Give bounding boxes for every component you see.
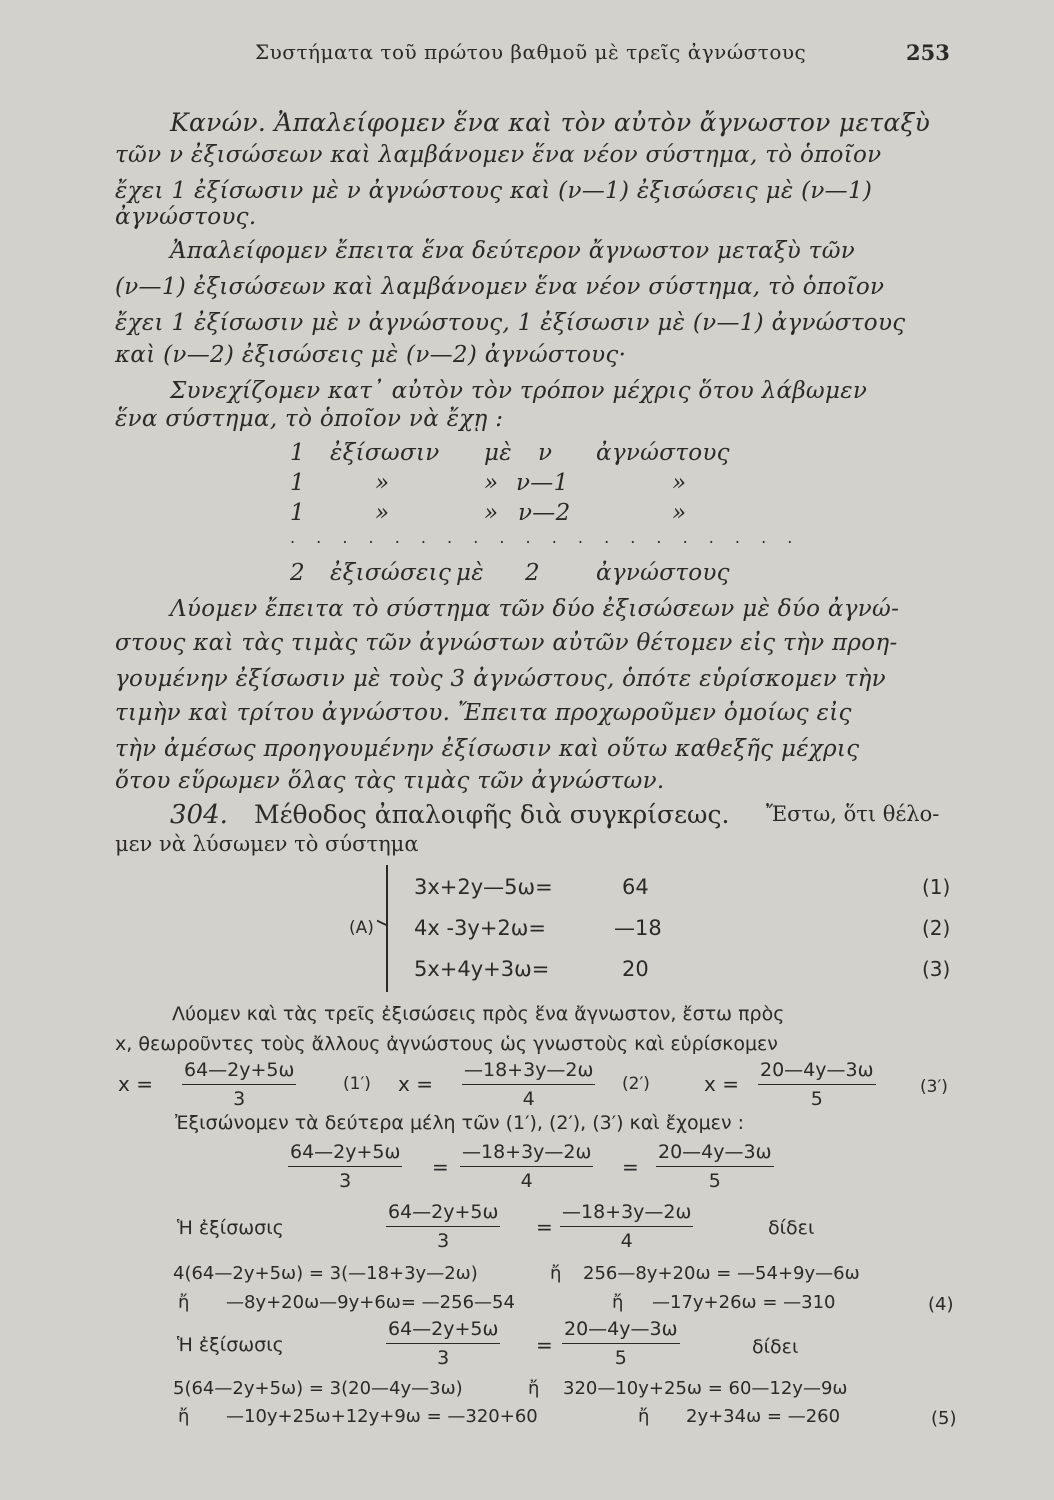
table-cell: ν: [538, 440, 553, 466]
rule-line: Κανών. Ἀπαλείφομεν ἕνα καὶ τὸν αὐτὸν ἄγνωστον μεταξὺ: [170, 108, 931, 137]
rule-line: ἀγνώστους.: [115, 204, 257, 230]
x-equals: x =: [398, 1072, 433, 1096]
rule-line: ἔχει 1 ἐξίσωσιν μὲ ν ἀγνώστους καὶ (ν—1) ἐξισώσεις μὲ (ν—1): [115, 178, 873, 204]
equation-number: (3): [922, 957, 951, 981]
equation-tag: (5): [931, 1408, 957, 1429]
table-cell: ἐξισώσεις: [330, 560, 452, 586]
equation-number: (2): [922, 916, 951, 940]
fraction-denominator: 3: [437, 1347, 450, 1369]
table-cell: μὲ: [484, 440, 512, 466]
fraction-numerator: —18+3y—2ω: [460, 1143, 593, 1167]
fraction-2: [460, 1143, 593, 1191]
fraction-2: [462, 1061, 595, 1109]
fraction-denominator: 4: [520, 1170, 533, 1192]
table-cell: »: [375, 470, 390, 496]
equals-sign: =: [536, 1333, 553, 1357]
solving-line: x, θεωροῦντες τοὺς ἄλλους ἀγνώστους ὡς γνωστοὺς καὶ εὑρίσκομεν: [115, 1033, 778, 1055]
equation-rhs: —18: [614, 916, 662, 940]
equals-sign: =: [432, 1155, 449, 1179]
page-number: 253: [906, 40, 950, 65]
fraction-numerator: 20—4y—3ω: [562, 1320, 680, 1344]
table-cell: ἐξίσωσιν: [330, 440, 440, 466]
fraction-numerator: 20—4y—3ω: [656, 1143, 774, 1167]
fraction-denominator: 3: [233, 1088, 246, 1110]
table-cell: 2: [525, 560, 540, 586]
fraction-denominator: 4: [522, 1088, 535, 1110]
equate-line: Ἐξισώνομεν τὰ δεύτερα μέλη τῶν (1′), (2′), (3′) καὶ ἔχομεν :: [175, 1112, 744, 1134]
or-word: ἤ: [528, 1378, 540, 1399]
fraction-numerator: 20—4y—3ω: [758, 1061, 876, 1085]
or-word: ἤ: [178, 1292, 190, 1313]
table-cell: »: [672, 500, 687, 526]
section-number: 304.: [170, 800, 228, 830]
gives-word: δίδει: [768, 1217, 815, 1239]
fraction-1: [386, 1320, 500, 1368]
fraction-denominator: 5: [614, 1347, 627, 1369]
paragraph-line: στους καὶ τὰς τιμὰς τῶν ἀγνώστων αὐτῶν θέτομεν εἰς τὴν προη-: [115, 630, 898, 656]
table-cell: ν—2: [518, 500, 571, 526]
equals-sign: =: [622, 1155, 639, 1179]
paragraph-line: τὴν ἀμέσως προηγουμένην ἐξίσωσιν καὶ οὕτω καθεξῆς μέχρις: [115, 736, 860, 762]
fraction-denominator: 4: [620, 1230, 633, 1252]
or-word: ἤ: [550, 1263, 562, 1284]
rule-line: ἔχει 1 ἐξίσωσιν μὲ ν ἀγνώστους, 1 ἐξίσωσιν μὲ (ν—1) ἀγνώστους: [115, 310, 906, 336]
equation-lhs: 4x -3y+2ω=: [414, 916, 546, 940]
equation-tag: (1′): [343, 1074, 371, 1094]
fraction-3: [758, 1061, 876, 1109]
table-cell: ἀγνώστους: [596, 440, 730, 466]
table-cell: 1: [290, 470, 305, 496]
fraction-numerator: 64—2y+5ω: [386, 1320, 500, 1344]
equation-rhs: 64: [622, 875, 649, 899]
fraction-denominator: 5: [708, 1170, 721, 1192]
table-cell: μὲ: [456, 560, 484, 586]
section-title: Μέθοδος ἀπαλοιφῆς διὰ συγκρίσεως.: [254, 800, 730, 829]
rule-line: Συνεχίζομεν κατ᾽ αὐτὸν τὸν τρόπον μέχρις ὅτου λάβωμεν: [170, 378, 868, 404]
fraction-numerator: 64—2y+5ω: [288, 1143, 402, 1167]
fraction-denominator: 5: [810, 1088, 823, 1110]
fraction-denominator: 3: [339, 1170, 352, 1192]
table-cell: »: [484, 500, 499, 526]
x-equals: x =: [704, 1072, 739, 1096]
equation-number: (1): [922, 875, 951, 899]
fraction-denominator: 3: [437, 1230, 450, 1252]
equation-tag: (2′): [622, 1074, 650, 1094]
derivation-step: —17y+26ω = —310: [652, 1292, 836, 1313]
rule-line: (ν—1) ἐξισώσεων καὶ λαμβάνομεν ἕνα νέον σύστημα, τὸ ὁποῖον: [115, 274, 885, 300]
equation-tag: (4): [928, 1294, 954, 1315]
equation-word: Ἡ ἐξίσωσις: [177, 1334, 284, 1356]
fraction-1: [386, 1203, 500, 1251]
rule-line: Ἀπαλείφομεν ἔπειτα ἕνα δεύτερον ἄγνωστον μεταξὺ τῶν: [170, 238, 856, 264]
rule-line: ἕνα σύστημα, τὸ ὁποῖον νὰ ἔχῃ :: [115, 406, 504, 432]
equals-sign: =: [536, 1215, 553, 1239]
solving-line: Λύομεν καὶ τὰς τρεῖς ἐξισώσεις πρὸς ἕνα ἄγνωστον, ἔστω πρὸς: [172, 1003, 785, 1025]
derivation-step: —10y+25ω+12y+9ω = —320+60: [226, 1406, 538, 1427]
fraction-numerator: —18+3y—2ω: [560, 1203, 693, 1227]
derivation-step: 2y+34ω = —260: [686, 1406, 841, 1427]
equation-lhs: 5x+4y+3ω=: [414, 957, 550, 981]
section-intro: μεν νὰ λύσωμεν τὸ σύστημα: [115, 832, 419, 856]
table-cell: 2: [290, 560, 305, 586]
fraction-numerator: 64—2y+5ω: [386, 1203, 500, 1227]
system-brace: [386, 865, 398, 992]
table-cell: »: [672, 470, 687, 496]
equation-tag: (3′): [920, 1077, 948, 1097]
or-word: ἤ: [612, 1292, 624, 1313]
paragraph-line: τιμὴν καὶ τρίτου ἀγνώστου. Ἔπειτα προχωροῦμεν ὁμοίως εἰς: [115, 700, 852, 726]
equation-word: Ἡ ἐξίσωσις: [177, 1217, 284, 1239]
derivation-step: —8y+20ω—9y+6ω= —256—54: [226, 1292, 515, 1313]
derivation-step: 256—8y+20ω = —54+9y—6ω: [583, 1263, 860, 1284]
table-cell: 1: [290, 440, 305, 466]
running-title: Συστήματα τοῦ πρώτου βαθμοῦ μὲ τρεῖς ἀγνώστους: [255, 40, 807, 64]
paragraph-line: Λύομεν ἔπειτα τὸ σύστημα τῶν δύο ἐξισώσεων μὲ δύο ἀγνώ-: [170, 596, 900, 622]
equation-rhs: 20: [622, 957, 649, 981]
table-cell: 1: [290, 500, 305, 526]
fraction-numerator: 64—2y+5ω: [182, 1061, 296, 1085]
fraction-2: [560, 1203, 693, 1251]
paragraph-line: γουμένην ἐξίσωσιν μὲ τοὺς 3 ἀγνώστους, ὁπότε εὑρίσκομεν τὴν: [115, 666, 886, 692]
derivation-step: 5(64—2y+5ω) = 3(20—4y—3ω): [173, 1378, 463, 1399]
equation-lhs: 3x+2y—5ω=: [414, 875, 553, 899]
fraction-3: [656, 1143, 774, 1191]
table-cell: »: [484, 470, 499, 496]
derivation-step: 4(64—2y+5ω) = 3(—18+3y—2ω): [173, 1263, 478, 1284]
section-intro: Ἔστω, ὅτι θέλο-: [766, 802, 940, 826]
or-word: ἤ: [178, 1406, 190, 1427]
fraction-1: [288, 1143, 402, 1191]
rule-line: καὶ (ν—2) ἐξισώσεις μὲ (ν—2) ἀγνώστους·: [115, 342, 627, 368]
system-label: (A): [349, 918, 374, 938]
rule-line: τῶν ν ἐξισώσεων καὶ λαμβάνομεν ἕνα νέον σύστημα, τὸ ὁποῖον: [115, 142, 882, 168]
fraction-numerator: —18+3y—2ω: [462, 1061, 595, 1085]
or-word: ἤ: [638, 1406, 650, 1427]
table-cell: »: [375, 500, 390, 526]
gives-word: δίδει: [752, 1336, 799, 1358]
x-equals: x =: [118, 1072, 153, 1096]
table-cell: ν—1: [516, 470, 569, 496]
table-dots: . . . . . . . . . . . . . . . . . . . .: [290, 528, 801, 547]
paragraph-line: ὅτου εὕρωμεν ὅλας τὰς τιμὰς τῶν ἀγνώστων.: [115, 768, 665, 794]
fraction-3: [562, 1320, 680, 1368]
derivation-step: 320—10y+25ω = 60—12y—9ω: [563, 1378, 848, 1399]
table-cell: ἀγνώστους: [596, 560, 730, 586]
fraction-1: [182, 1061, 296, 1109]
